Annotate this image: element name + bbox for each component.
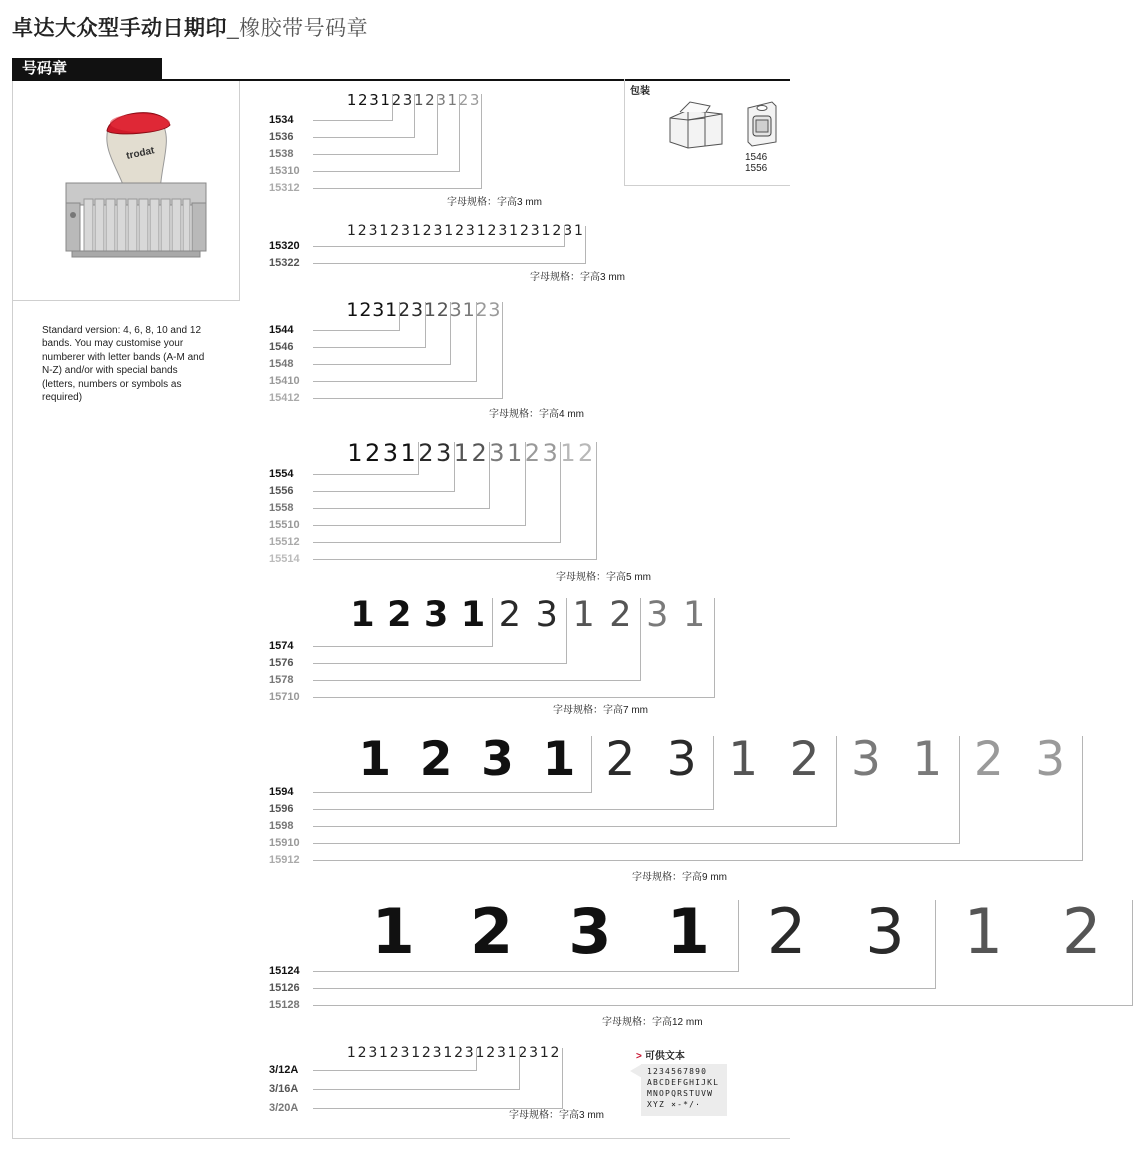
model-number: 1594 [269,786,294,798]
model-number: 1546 [269,341,294,353]
band-digit: 2 [390,223,400,239]
band-digit: 1 [346,299,359,321]
available-text-line: 1234567890 [647,1067,708,1076]
band-digit: 2 [519,223,529,239]
band-digit: 1 [385,299,398,321]
model-number: 15124 [269,965,300,977]
band-digit: 1 [912,732,943,787]
model-number: 1536 [269,131,294,143]
band-digit: 1 [728,732,759,787]
band-digit: 2 [357,1045,367,1061]
band-digit: 3 [646,595,669,635]
band-digit: 3 [449,299,462,321]
band-digit: 2 [605,732,636,787]
band-digit: 1 [411,1045,421,1061]
product-description: Standard version: 4, 6, 8, 10 and 12 bands. You may customise your numberer with letter bands (A-M and N-Z) and/or with special bands (letters, numbers or symbols as required) [42,325,205,404]
band-digit: 2 [766,895,807,968]
band-digit: 1 [666,895,710,968]
character-size-spec: 字母规格：字高9 mm [632,872,727,883]
page-title-main: 卓达大众型手动日期印 [12,17,227,40]
numberer-stamp-image [32,91,232,291]
band-digit: 1 [541,223,551,239]
model-number: 3/12A [269,1064,299,1076]
packaging-title: 包装 [630,86,650,97]
band-digit: 2 [387,595,412,635]
band-bracket-line [313,439,597,560]
band-digit: 1 [506,439,523,467]
character-size-spec: 字母规格：字高3 mm [447,197,542,208]
band-digit: 2 [471,439,487,467]
trodat-brand-label: trodat [125,145,156,162]
band-digit: 2 [358,91,368,109]
packaging-blister-icon [744,98,780,148]
model-number: 15322 [269,257,300,269]
band-digit: 1 [509,223,519,239]
band-digit: 3 [489,439,505,467]
band-digit: 1 [447,91,458,109]
band-digit: 3 [369,91,379,109]
product-photo-box [12,81,240,301]
band-digit: 3 [368,1045,378,1061]
model-number: 15128 [269,999,300,1011]
band-digit: 3 [368,223,378,239]
band-digit: 2 [419,732,453,787]
band-digit: 3 [568,895,612,968]
band-digit: 2 [577,439,594,467]
chevron-right-icon: > [636,1051,642,1062]
model-number: 1556 [269,485,294,497]
model-number: 1596 [269,803,294,815]
band-digit: 3 [423,595,449,635]
band-digit: 2 [550,1045,560,1061]
band-digit: 1 [444,223,454,239]
band-digit: 3 [496,1045,506,1061]
available-text-line: ABCDEFGHIJKL [647,1078,720,1087]
model-number: 1534 [269,114,294,126]
model-number: 15310 [269,165,300,177]
band-digit: 3 [851,732,881,787]
band-digit: 3 [435,439,452,467]
model-number: 15912 [269,854,300,866]
band-digit: 3 [563,223,573,239]
model-number: 15510 [269,519,300,531]
model-number: 3/16A [269,1083,299,1095]
packaging-box-icon [666,100,726,150]
band-digit: 3 [469,91,480,109]
band-bracket-line [313,895,1133,1006]
band-digit: 1 [572,595,595,635]
band-digit: 1 [423,299,436,321]
band-digit: 3 [542,439,558,467]
band-digit: 3 [464,1045,474,1061]
band-bracket-line [313,299,503,399]
band-digit: 1 [358,732,392,787]
character-size-spec: 字母规格：字高5 mm [556,572,651,583]
band-digit: 2 [487,223,497,239]
model-number: 15910 [269,837,300,849]
band-digit: 1 [400,439,416,467]
band-digit: 1 [346,223,356,239]
band-digit: 2 [425,91,435,109]
band-digit: 3 [436,91,446,109]
band-digit: 2 [486,1045,496,1061]
band-digit: 2 [1061,895,1102,968]
band-digit: 1 [347,439,363,467]
model-number: 15410 [269,375,300,387]
band-digit: 3 [535,595,558,635]
band-digit: 2 [469,895,514,968]
band-digit: 3 [498,223,508,239]
band-bracket-line [313,91,482,189]
available-text-header [636,1047,685,1062]
model-number: 15126 [269,982,300,994]
model-number: 1598 [269,820,294,832]
band-digit: 2 [789,732,820,787]
band-digit: 1 [453,439,470,467]
model-number: 1548 [269,358,294,370]
band-digit: 3 [529,1045,539,1061]
model-number: 15412 [269,392,300,404]
band-digit: 1 [542,732,576,787]
band-digit: 2 [391,91,402,109]
band-digit: 3 [1035,732,1066,787]
character-size-spec: 字母规格：字高3 mm [530,272,625,283]
band-digit: 1 [411,223,421,239]
band-digit: 2 [422,223,432,239]
band-digit: 3 [488,299,501,321]
band-digit: 1 [350,595,375,635]
band-digit: 2 [389,1045,399,1061]
model-number: 15512 [269,536,300,548]
band-digit: 3 [481,732,514,787]
band-digit: 2 [421,1045,431,1061]
model-number: 15320 [269,240,300,252]
band-digit: 3 [433,223,443,239]
band-digit: 3 [465,223,475,239]
band-digit: 3 [401,223,410,239]
model-number: 1558 [269,502,294,514]
band-digit: 2 [364,439,381,467]
band-bracket-line [313,595,715,698]
model-number: 1544 [269,324,294,336]
band-digit: 3 [400,1045,410,1061]
band-bracket-line [313,223,586,264]
band-digit: 1 [346,1045,356,1061]
band-digit: 1 [346,91,357,109]
band-bracket-line [313,1045,563,1109]
band-digit: 2 [418,439,434,467]
character-size-spec: 字母规格：字高3 mm [509,1110,604,1121]
character-size-spec: 字母规格：字高12 mm [602,1017,703,1028]
band-digit: 2 [454,1045,463,1061]
band-digit: 3 [402,91,413,109]
model-number: 1538 [269,148,294,160]
band-digit: 2 [518,1045,528,1061]
band-digit: 2 [552,223,562,239]
band-digit: 1 [574,223,583,239]
band-digit: 1 [476,223,486,239]
band-digit: 1 [539,1045,549,1061]
band-digit: 1 [460,595,486,635]
available-text-title: 可供文本 [644,1051,685,1062]
model-number: 15312 [269,182,300,194]
packaging-models [745,152,767,174]
model-number: 1578 [269,674,294,686]
band-digit: 1 [443,1045,453,1061]
band-digit: 2 [498,595,521,635]
band-digit: 3 [666,732,697,787]
band-digit: 1 [371,895,415,968]
band-digit: 1 [462,299,475,321]
frame-bottom-rule [12,1138,790,1139]
band-digit: 2 [398,299,411,321]
band-bracket-line [313,732,1083,861]
band-digit: 3 [530,223,540,239]
band-digit: 2 [973,732,1004,787]
band-digit: 1 [413,91,424,109]
model-number: 15710 [269,691,300,703]
band-digit: 1 [379,223,389,239]
band-digit: 1 [683,595,706,635]
section-bar: 号码章 [12,58,162,80]
band-digit: 2 [359,299,372,321]
band-digit: 2 [458,91,469,109]
band-digit: 2 [475,299,488,321]
band-digit: 1 [560,439,576,467]
band-digit: 1 [475,1045,485,1061]
band-digit: 3 [382,439,399,467]
packaging-model: 1546 [745,152,768,163]
band-digit: 3 [432,1045,442,1061]
band-digit: 1 [380,91,390,109]
callout-pointer-icon [630,1064,642,1078]
model-number: 15514 [269,553,300,565]
band-digit: 1 [963,895,1004,968]
band-digit: 1 [507,1045,517,1061]
available-text-line: XYZ ×-*/· [647,1100,702,1109]
character-size-spec: 字母规格：字高7 mm [553,705,648,716]
band-digit: 2 [436,299,449,321]
packaging-model: 1556 [745,163,768,174]
model-number: 1576 [269,657,294,669]
available-text-line: MNOPQRSTUVW [647,1089,714,1098]
band-digit: 2 [609,595,632,635]
band-digit: 2 [455,223,464,239]
model-number: 1554 [269,468,294,480]
model-number: 1574 [269,640,294,652]
page-title [12,12,368,42]
band-digit: 3 [410,299,424,321]
band-digit: 3 [865,895,905,968]
band-digit: 1 [379,1045,388,1061]
band-digit: 3 [372,299,385,321]
band-digit: 2 [357,223,367,239]
available-text-list [647,1066,719,1110]
page-title-sub: _橡胶带号码章 [227,17,369,40]
character-size-spec: 字母规格：字高4 mm [489,409,584,420]
band-digit: 2 [524,439,541,467]
model-number: 3/20A [269,1102,299,1114]
